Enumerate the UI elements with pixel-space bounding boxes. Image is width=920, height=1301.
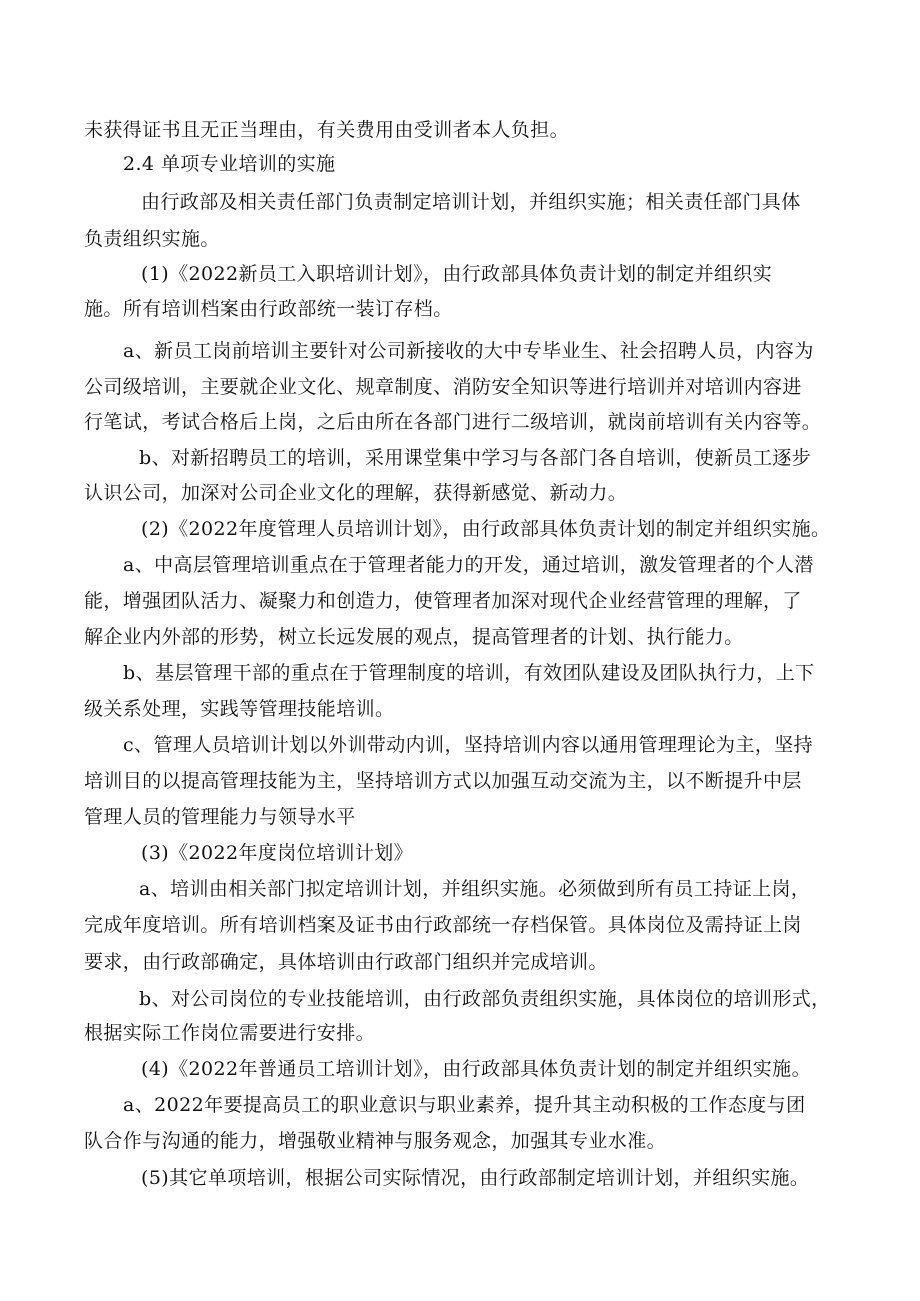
text-line: 认识公司，加深对公司企业文化的理解，获得新感觉、新动力。 [84, 482, 628, 504]
text-line: 队合作与沟通的能力，增强敬业精神与服务观念，加强其专业水准。 [84, 1130, 667, 1152]
text-line: 未获得证书且无正当理由，有关费用由受训者本人负担。 [84, 119, 570, 141]
text-line: b、基层管理干部的重点在于管理制度的培训，有效团队建设及团队执行力，上下 [123, 662, 815, 684]
text-line: 由行政部及相关责任部门负责制定培训计划，并组织实施；相关责任部门具体 [141, 191, 801, 213]
text-line: a、中高层管理培训重点在于管理者能力的开发，通过培训，激发管理者的个人潜 [123, 554, 814, 576]
text-line: (5)其它单项培训，根据公司实际情况，由行政部制定培训计划，并组织实施。 [141, 1167, 810, 1189]
text-line: 施。所有培训档案由行政部统一装订存档。 [84, 298, 453, 320]
text-line: 负责组织实施。 [84, 228, 220, 250]
text-line: (4)《2022年普通员工培训计划》，由行政部具体负责计划的制定并组织实施。 [141, 1058, 811, 1080]
text-line: b、对新招聘员工的培训，采用课堂集中学习与各部门各自培训，使新员工逐步 [139, 447, 812, 469]
text-line: a、2022年要提高员工的职业意识与职业素养，提升其主动积极的工作态度与团 [123, 1094, 806, 1116]
text-line: a、新员工岗前培训主要针对公司新接收的大中专毕业生、社会招聘人员，内容为 [123, 340, 814, 362]
section-heading: 2.4 单项专业培训的实施 [123, 153, 336, 175]
text-line: (1)《2022新员工入职培训计划》，由行政部具体负责计划的制定并组织实 [141, 263, 773, 285]
text-line: 根据实际工作岗位需要进行安排。 [84, 1022, 376, 1044]
text-line: 公司级培训，主要就企业文化、规章制度、消防安全知识等进行培训并对培训内容进 [84, 376, 802, 398]
text-line: (2)《2022年度管理人员培训计划》，由行政部具体负责计划的制定并组织实施。 [141, 518, 831, 540]
text-line: 解企业内外部的形势，树立长远发展的观点，提高管理者的计划、执行能力。 [84, 626, 744, 648]
text-line: 要求，由行政部确定，具体培训由行政部门组织并完成培训。 [84, 951, 608, 973]
text-line: 能，增强团队活力、凝聚力和创造力，使管理者加深对现代企业经营管理的理解，了 [84, 590, 802, 612]
text-line: 级关系处理，实践等管理技能培训。 [84, 698, 395, 720]
text-line: 完成年度培训。所有培训档案及证书由行政部统一存档保管。具体岗位及需持证上岗 [84, 914, 802, 936]
text-line: 行笔试，考试合格后上岗，之后由所在各部门进行二级培训，就岗前培训有关内容等。 [84, 411, 822, 433]
text-line: b、对公司岗位的专业技能培训，由行政部负责组织实施，具体岗位的培训形式， [139, 988, 831, 1010]
text-line: c、管理人员培训计划以外训带动内训，坚持培训内容以通用管理理论为主，坚持 [123, 734, 814, 756]
text-line: 培训目的以提高管理技能为主，坚持培训方式以加强互动交流为主，以不断提升中层 [84, 770, 802, 792]
text-line: 管理人员的管理能力与领导水平 [84, 806, 356, 828]
text-line: (3)《2022年度岗位培训计划》 [141, 842, 414, 864]
text-line: a、培训由相关部门拟定培训计划，并组织实施。必须做到所有员工持证上岗， [139, 878, 811, 900]
